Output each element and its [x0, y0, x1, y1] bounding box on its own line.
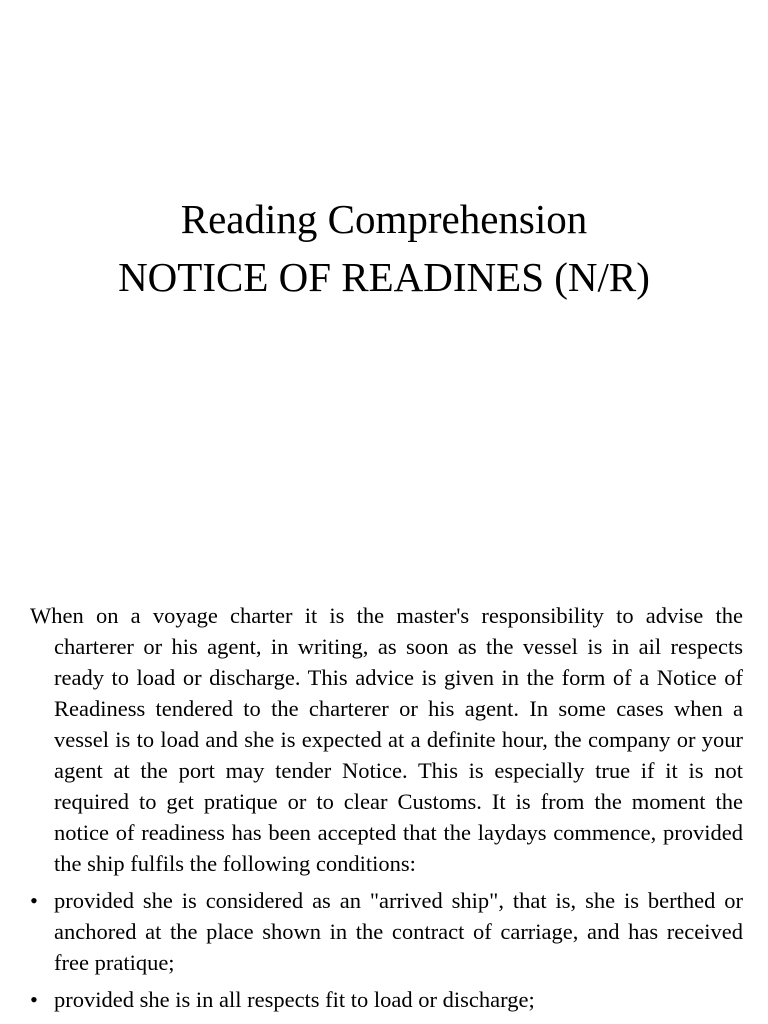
- intro-paragraph: When on a voyage charter it is the master's responsibility to advise the charterer or his agent, in writing, as soon as the vessel is in ail respects ready to load or discharge. This advice is given in the form of a Notice of Readiness tendered to the charterer or his agent. In some cases when a vessel is to load and she is expected at a definite hour, the company or your agent at the port may tender Notice. This is especially true if it is not required to get pratique or to clear Customs. It is from the moment the notice of readiness has been accepted that the laydays commence, provided the ship fulfils the following conditions:: [30, 603, 743, 876]
- list-item: [30, 885, 743, 978]
- title-line-2: NOTICE OF READINES (N/R): [118, 254, 650, 300]
- title-line-1: Reading Comprehension: [180, 196, 588, 242]
- bullet-icon: •: [30, 987, 38, 1012]
- slide-title: [0, 190, 768, 306]
- bullet-icon: •: [30, 888, 38, 913]
- list-item: [30, 984, 743, 1015]
- list-item-text: provided she is in all respects fit to load or discharge;: [54, 987, 535, 1012]
- list-item-text: provided she is considered as an "arrived ship", that is, she is berthed or anchored at the place shown in the contract of carriage, and has received free pratique;: [54, 888, 743, 975]
- body-text: [30, 600, 743, 1015]
